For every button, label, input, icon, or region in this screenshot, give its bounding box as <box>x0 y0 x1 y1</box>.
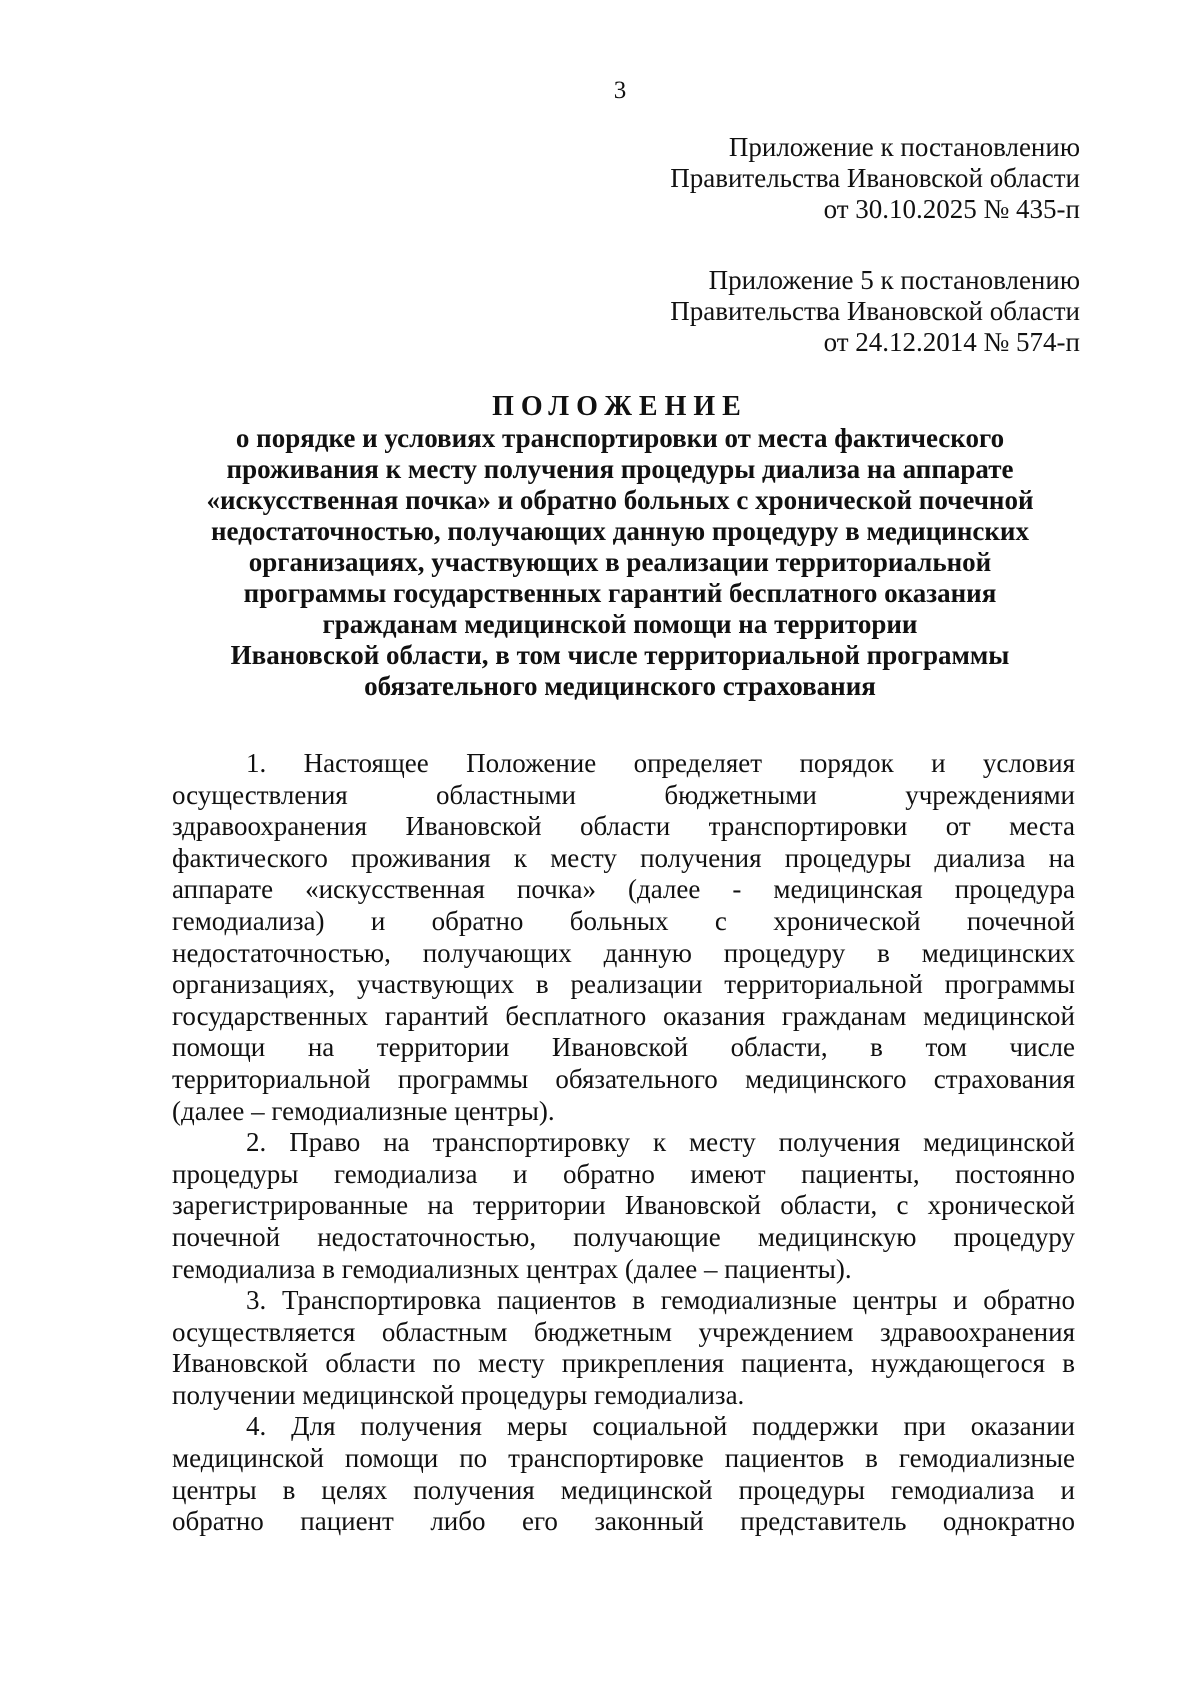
paragraph-line: организациях, участвующих в реализации территориальной программы <box>172 969 1075 1000</box>
paragraph-line: здравоохранения Ивановской области транспортировки от места <box>172 811 1075 842</box>
annex-current-block <box>670 132 1080 225</box>
paragraph-line: процедуры гемодиализа и обратно имеют пациенты, постоянно <box>172 1158 1075 1189</box>
paragraph-line: обратно пациент либо его законный представитель однократно <box>172 1506 1075 1537</box>
paragraph-line: получении медицинской процедуры гемодиализа. <box>172 1379 745 1410</box>
paragraph-line: центры в целях получения медицинской процедуры гемодиализа и <box>172 1474 1075 1505</box>
document-subtitle-line: проживания к месту получения процедуры диализа на аппарате <box>226 454 1014 484</box>
paragraph-line: гемодиализа) и обратно больных с хронической почечной <box>172 905 1075 936</box>
paragraph-3 <box>172 1285 1075 1411</box>
document-subtitle-line: недостаточностью, получающих данную процедуру в медицинских <box>211 516 1029 546</box>
document-subtitle-line: гражданам медицинской помощи на территории <box>322 609 918 639</box>
paragraph-line: недостаточностью, получающих данную процедуру в медицинских <box>172 937 1075 968</box>
paragraph-line: 3. Транспортировка пациентов в гемодиализные центры и обратно <box>246 1285 1075 1316</box>
annex-original-line: Правительства Ивановской области <box>670 296 1080 326</box>
paragraph-line: зарегистрированные на территории Ивановской области, с хронической <box>172 1190 1075 1221</box>
document-title: ПОЛОЖЕНИЕ <box>492 391 748 422</box>
document-body <box>172 748 1075 1538</box>
paragraph-line: территориальной программы обязательного медицинского страхования <box>172 1063 1075 1094</box>
paragraph-line: осуществления областными бюджетными учреждениями <box>172 779 1075 810</box>
paragraph-2 <box>172 1127 1075 1285</box>
annex-current-line: Приложение к постановлению <box>728 132 1080 162</box>
paragraph-line: осуществляется областным бюджетным учреждением здравоохранения <box>172 1316 1075 1347</box>
paragraph-line: 4. Для получения меры социальной поддержки при оказании <box>246 1411 1075 1442</box>
paragraph-line: государственных гарантий бесплатного оказания гражданам медицинской <box>172 1000 1075 1031</box>
annex-original-block <box>670 265 1080 358</box>
document-subtitle-line: программы государственных гарантий бесплатного оказания <box>243 578 997 608</box>
document-subtitle-line: о порядке и условиях транспортировки от места фактического <box>235 423 1005 453</box>
document-subtitle-line: обязательного медицинского страхования <box>364 671 876 701</box>
paragraph-line: почечной недостаточностью, получающие медицинскую процедуру <box>172 1221 1075 1252</box>
document-subtitle-line: «искусственная почка» и обратно больных с хронической почечной <box>206 485 1034 515</box>
annex-original-line: от 24.12.2014 № 574-п <box>823 327 1080 357</box>
document-heading <box>150 391 1090 702</box>
paragraph-line: фактического проживания к месту получения процедуры диализа на <box>172 842 1075 873</box>
page-number: 3 <box>613 77 627 104</box>
paragraph-line: аппарате «искусственная почка» (далее - медицинская процедура <box>172 874 1075 905</box>
paragraph-line: 1. Настоящее Положение определяет порядок и условия <box>246 748 1075 778</box>
annex-current-line: от 30.10.2025 № 435-п <box>823 194 1080 224</box>
document-subtitle-line: Ивановской области, в том числе территориальной программы <box>230 640 1010 670</box>
paragraph-1 <box>172 748 1075 1127</box>
paragraph-line: гемодиализа в гемодиализных центрах (далее – пациенты). <box>172 1253 852 1284</box>
annex-current-line: Правительства Ивановской области <box>670 163 1080 193</box>
document-subtitle-line: организациях, участвующих в реализации территориальной <box>248 547 992 577</box>
paragraph-line: 2. Право на транспортировку к месту получения медицинской <box>246 1127 1075 1158</box>
paragraph-line: (далее – гемодиализные центры). <box>172 1095 555 1126</box>
paragraph-line: медицинской помощи по транспортировке пациентов в гемодиализные <box>172 1443 1075 1474</box>
annex-original-line: Приложение 5 к постановлению <box>708 265 1080 295</box>
paragraph-line: помощи на территории Ивановской области, в том числе <box>172 1032 1075 1063</box>
paragraph-line: Ивановской области по месту прикрепления пациента, нуждающегося в <box>172 1348 1075 1379</box>
paragraph-4 <box>172 1411 1075 1537</box>
